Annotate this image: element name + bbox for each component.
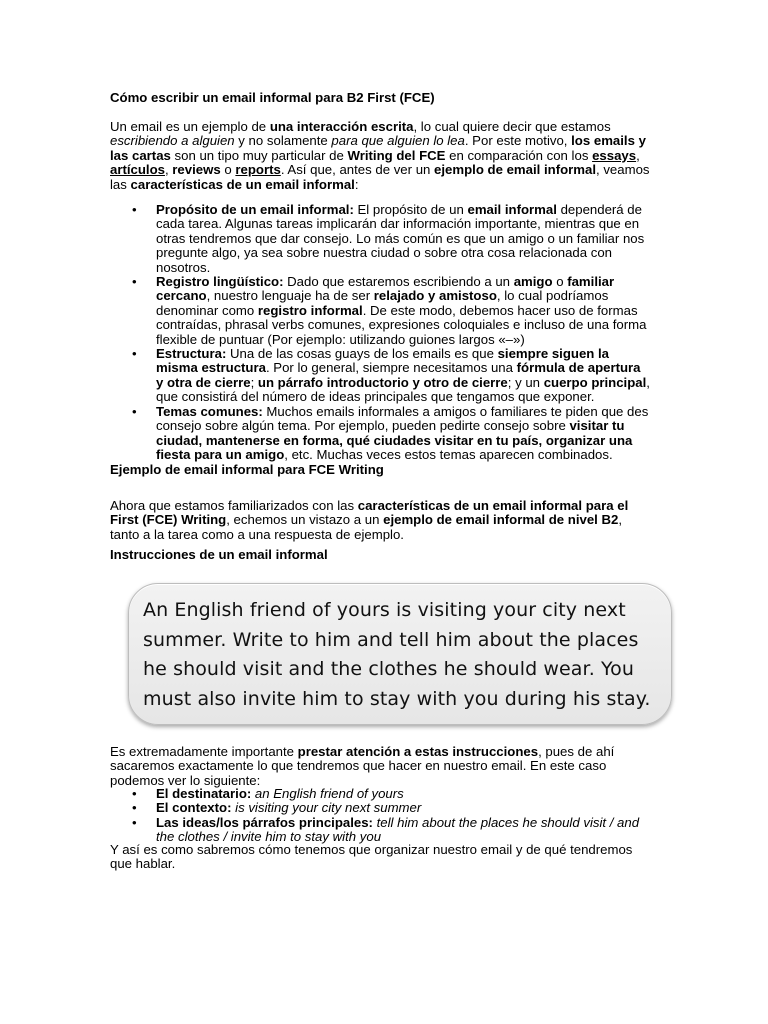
task-text: An English friend of yours is visiting your city next summer. Write to him and tell him about the places he should visit and the clothes he should wear. You must also invite him to stay with you during his stay. [143,599,651,710]
closing-paragraph: Y así es como sabremos cómo tenemos que organizar nuestro email y de qué tendremos que hablar. [110,842,633,872]
attention-paragraph: Es extremadamente importante prestar atención a estas instrucciones, pues de ahí sacaremos exactamente lo que tendremos que hacer en nuestro email. En este caso podemos ver lo siguiente: [110,744,615,788]
task-instructions-box [128,583,672,725]
list-item: • Estructura: Una de las cosas guays de los emails es que siempre siguen la misma estructura. Por lo general, siempre necesitamos una fórmula de apertura y otra de cierre; un párrafo introductorio y otro de cierre; y un cuerpo principal, que consistirá del número de ideas principales que tengamos que exponer. [132,346,650,405]
document-title: Cómo escribir un email informal para B2 First (FCE) [110,90,435,105]
list-item: • Temas comunes: Muchos emails informales a amigos o familiares te piden que des consejo sobre algún tema. Por ejemplo, pueden pedirte consejo sobre visitar tu ciudad, mantenerse en forma, qué ciudades visitar en tu país, organizar una fiesta para un amigo, etc. Muchas veces estos temas aparecen combinados. [132,403,649,462]
list-item: • Propósito de un email informal: El propósito de un email informal dependerá de cada tarea. Algunas tareas implicarán dar información importante, mientras que en otras tendremos que dar consejo. Lo más común es que un amigo o un familiar nos pregunte algo, ya sea sobre nuestra ciudad o sobre otra cosa relacionada con nosotros. [132,202,645,275]
list-item: • Registro lingüístico: Dado que estaremos escribiendo a un amigo o familiar cercano, nuestro lenguaje ha de ser relajado y amistoso, lo cual podríamos denominar como registro informal. De este modo, debemos hacer uso de formas contraídas, phrasal verbs comunes, expresiones coloquiales e incluso de una forma flexible de puntuar (Por ejemplo: utilizando guiones largos «–») [132,274,647,347]
list-item: • Las ideas/los párrafos principales: tell him about the places he should visit / and the clothes / invite him to stay with you [132,814,640,845]
instructions-heading: Instrucciones de un email informal [110,547,328,562]
list-item: • El contexto: is visiting your city next summer [132,800,422,816]
example-heading: Ejemplo de email informal para FCE Writing [110,462,384,477]
task-points-list [110,787,650,845]
example-intro-paragraph: Ahora que estamos familiarizados con las características de un email informal para el First (FCE) Writing, echemos un vistazo a un ejemplo de email informal de nivel B2, tanto a la tarea como a una respuesta de ejemplo. [110,498,629,542]
list-item: • El destinatario: an English friend of yours [132,786,404,801]
intro-paragraph: Un email es un ejemplo de una interacción escrita, lo cual quiere decir que estamos escribiendo a alguien y no solamente para que alguien lo lea. Por este motivo, los emails y las cartas son un tipo muy particular de Writing del FCE en comparación con los essays, artículos, reviews o reports. Así que, antes de ver un ejemplo de email informal, veamos las características de un email informal: [110,119,650,192]
features-list [110,203,650,462]
